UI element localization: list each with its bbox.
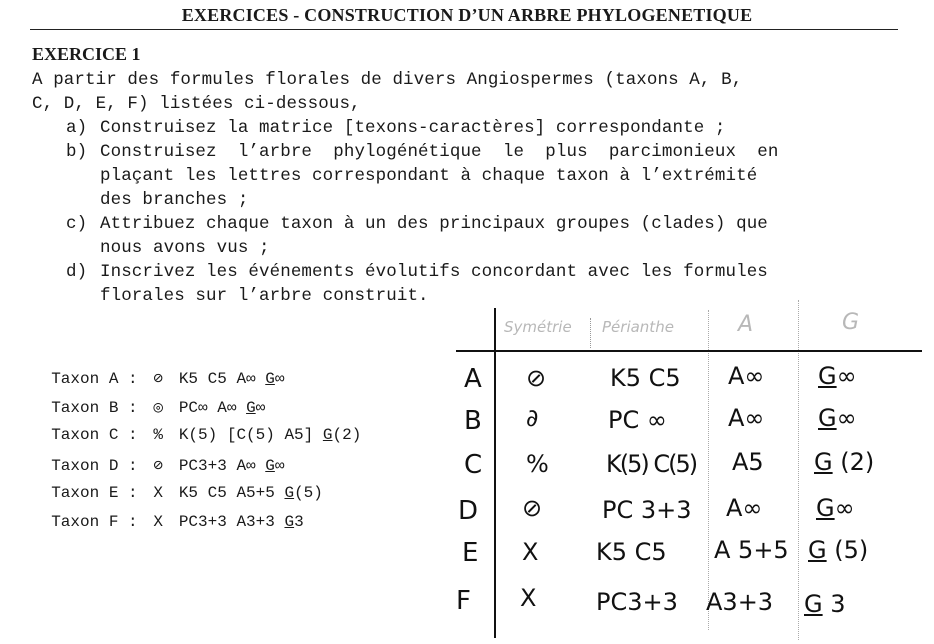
taxon-label: Taxon A :	[51, 370, 148, 388]
question-a-line-1: Construisez la matrice [texons-caractères] correspondante ;	[100, 118, 726, 138]
matrix-cell-gynoecium	[814, 448, 874, 476]
matrix-cell-perianth: K(5) C(5)	[606, 450, 697, 478]
gynoecium-count: ∞	[274, 457, 285, 475]
matrix-cell-symmetry: ∂	[526, 404, 539, 432]
gynoecium-count: ∞	[836, 404, 857, 432]
symmetry-symbol: X	[153, 484, 164, 502]
gynoecium-letter: G	[808, 536, 827, 564]
matrix-row-label: D	[458, 496, 479, 526]
handwritten-matrix	[450, 300, 934, 644]
gynoecium-count: (2)	[840, 448, 875, 476]
gynoecium-letter: G	[246, 399, 256, 417]
matrix-cell-androecium: A 5+5	[714, 536, 789, 564]
androecium-formula: A5+5	[236, 484, 275, 502]
gynoecium-letter: G	[322, 426, 333, 444]
taxon-label: Taxon C :	[51, 426, 148, 444]
taxon-formula	[32, 495, 304, 531]
matrix-cell-androecium: A∞	[728, 362, 765, 390]
matrix-row-label: E	[462, 538, 479, 568]
gynoecium-count: ∞	[836, 362, 857, 390]
question-c-marker: c)	[66, 214, 88, 234]
matrix-cell-perianth: PC ∞	[608, 406, 667, 434]
question-d-line-2: florales sur l’arbre construit.	[100, 286, 429, 306]
gynoecium-letter: G	[818, 404, 837, 432]
matrix-cell-symmetry: %	[526, 450, 549, 478]
gynoecium-count: ∞	[834, 494, 855, 522]
gynoecium-count: (2)	[332, 426, 362, 444]
taxon-label: Taxon E :	[51, 484, 148, 502]
intro-line-2: C, D, E, F) listées ci-dessous,	[32, 94, 361, 114]
exercise-heading: EXERCICE 1	[32, 44, 141, 64]
matrix-row-label: F	[456, 586, 471, 616]
androecium-formula: A∞	[236, 457, 256, 475]
question-a-marker: a)	[66, 118, 88, 138]
matrix-cell-gynoecium	[818, 362, 857, 390]
perianth-formula: K5 C5	[178, 370, 227, 388]
matrix-cell-perianth: K5 C5	[596, 538, 667, 566]
matrix-row-label-divider	[494, 308, 496, 638]
matrix-header-perianth: Périanthe	[602, 318, 674, 336]
matrix-cell-perianth: K5 C5	[610, 364, 681, 392]
matrix-row-label: A	[464, 364, 482, 394]
symmetry-symbol: %	[153, 426, 164, 444]
matrix-header-gynoecium: G	[842, 310, 860, 335]
taxon-label: Taxon F :	[51, 513, 148, 531]
gynoecium-count: 3	[830, 590, 846, 618]
gynoecium-letter: G	[818, 362, 837, 390]
matrix-cell-symmetry: ⊘	[522, 494, 543, 522]
matrix-cell-gynoecium	[818, 404, 857, 432]
perianth-formula: PC3+3	[178, 457, 227, 475]
taxon-label: Taxon B :	[51, 399, 148, 417]
gynoecium-letter: G	[265, 457, 275, 475]
matrix-row-label: B	[464, 406, 482, 436]
taxon-label: Taxon D :	[51, 457, 148, 475]
gynoecium-count: ∞	[255, 399, 266, 417]
question-b-line-2: plaçant les lettres correspondant à chaque taxon à l’extrémité	[100, 166, 758, 186]
perianth-formula: PC∞	[178, 399, 208, 417]
symmetry-symbol: ⊘	[153, 457, 164, 475]
question-b-line-3: des branches ;	[100, 190, 249, 210]
matrix-cell-perianth: PC 3+3	[602, 496, 692, 524]
gynoecium-letter: G	[804, 590, 823, 618]
matrix-row-label: C	[464, 450, 483, 480]
intro-line-1: A partir des formules florales de divers Angiospermes (taxons A, B,	[32, 70, 743, 90]
symmetry-symbol: ⊘	[153, 370, 164, 388]
gynoecium-letter: G	[814, 448, 833, 476]
title-underline	[30, 29, 898, 30]
androecium-formula: A3+3	[236, 513, 275, 531]
question-c-line-1: Attribuez chaque taxon à un des principaux groupes (clades) que	[100, 214, 768, 234]
matrix-cell-androecium: A5	[732, 448, 764, 476]
gynoecium-count: 3	[294, 513, 304, 531]
gynoecium-count: (5)	[834, 536, 869, 564]
gynoecium-letter: G	[284, 513, 295, 531]
matrix-cell-androecium: A∞	[728, 404, 765, 432]
matrix-cell-perianth: PC3+3	[596, 588, 678, 616]
question-d-marker: d)	[66, 262, 88, 282]
matrix-cell-androecium: A∞	[726, 494, 763, 522]
gynoecium-count: ∞	[274, 370, 285, 388]
matrix-header-symmetry: Symétrie	[504, 318, 572, 336]
matrix-header-divider	[590, 318, 591, 348]
matrix-cell-symmetry: X	[522, 538, 539, 566]
gynoecium-letter: G	[816, 494, 835, 522]
matrix-cell-gynoecium	[804, 590, 846, 618]
question-d-line-1: Inscrivez les événements évolutifs concordant avec les formules	[100, 262, 768, 282]
matrix-cell-symmetry: X	[520, 584, 537, 612]
matrix-header-rule	[456, 350, 922, 352]
matrix-column-divider	[708, 310, 709, 630]
androecium-formula: A∞	[236, 370, 256, 388]
perianth-formula: K(5)	[178, 426, 218, 444]
matrix-cell-gynoecium	[816, 494, 855, 522]
matrix-cell-androecium: A3+3	[706, 588, 774, 616]
matrix-header-androecium: A	[738, 312, 754, 337]
symmetry-symbol: ◎	[153, 399, 164, 417]
question-c-line-2: nous avons vus ;	[100, 238, 270, 258]
page-title: EXERCICES - CONSTRUCTION D’UN ARBRE PHYLOGENETIQUE	[181, 5, 753, 25]
perianth-formula: K5 C5	[178, 484, 227, 502]
question-b-line-1: Construisez l’arbre phylogénétique le plus parcimonieux en	[100, 142, 779, 162]
androecium-formula: [C(5) A5]	[226, 426, 314, 444]
matrix-cell-gynoecium	[808, 536, 868, 564]
gynoecium-count: (5)	[294, 484, 323, 502]
gynoecium-letter: G	[265, 370, 275, 388]
question-b-marker: b)	[66, 142, 88, 162]
symmetry-symbol: X	[153, 513, 164, 531]
perianth-formula: PC3+3	[178, 513, 227, 531]
androecium-formula: A∞	[217, 399, 237, 417]
matrix-cell-symmetry: ⊘	[526, 364, 547, 392]
gynoecium-letter: G	[284, 484, 295, 502]
